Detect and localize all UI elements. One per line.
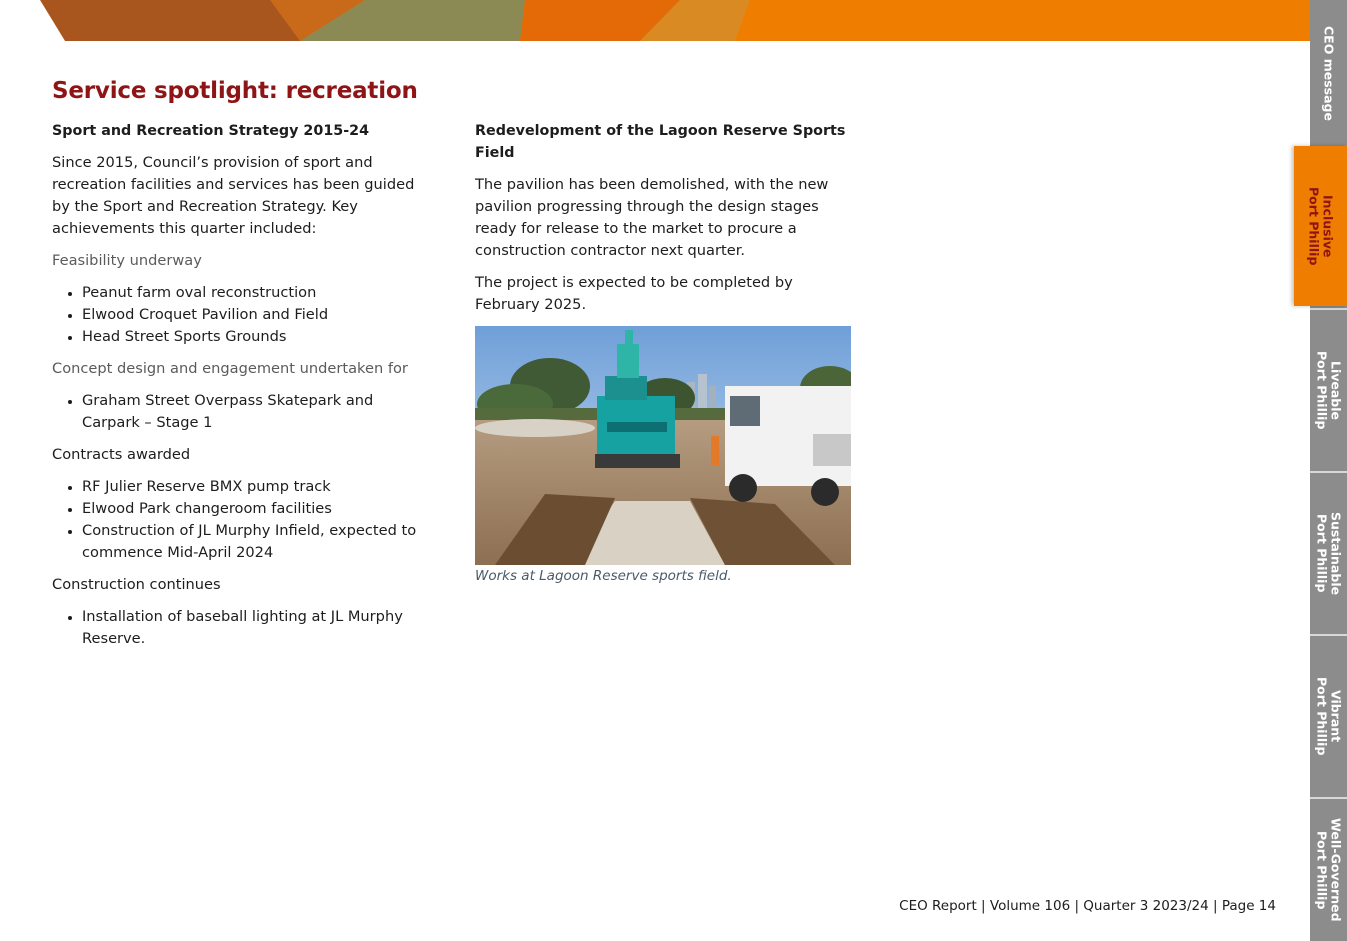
section-heading: Sport and Recreation Strategy 2015-24 bbox=[52, 123, 370, 139]
list-item: • Elwood Park changeroom facilities bbox=[82, 498, 432, 520]
group-label: Construction continues bbox=[52, 576, 221, 593]
tab-label-group bbox=[1315, 818, 1343, 922]
header-banner bbox=[0, 0, 1311, 41]
list-item: • Installation of baseball lighting at JL Murphy Reserve. bbox=[82, 606, 432, 650]
construction-photo bbox=[475, 326, 851, 565]
list-item: • Graham Street Overpass Skatepark and Carpark – Stage 1 bbox=[82, 390, 432, 434]
tab-label-line2: Port Phillip bbox=[1314, 514, 1330, 593]
tab-label-line1: Inclusive bbox=[1320, 194, 1336, 258]
group-label: Concept design and engagement undertaken for bbox=[52, 360, 408, 377]
tab-ceo-message[interactable] bbox=[1310, 0, 1347, 146]
group-label: Feasibility underway bbox=[52, 252, 202, 269]
tab-sustainable-port-phillip[interactable] bbox=[1310, 471, 1347, 634]
list-item: • Elwood Croquet Pavilion and Field bbox=[82, 304, 432, 326]
tab-label-group bbox=[1315, 512, 1343, 595]
tab-label-line2: Port Phillip bbox=[1314, 830, 1330, 910]
tab-label-line1: Sustainable bbox=[1328, 511, 1344, 596]
list-item: • RF Julier Reserve BMX pump track bbox=[82, 476, 432, 498]
bullet-list bbox=[52, 606, 432, 650]
paragraph: The project is expected to be completed by February 2025. bbox=[475, 274, 793, 313]
paragraph: The pavilion has been demolished, with the new pavilion progressing through the design stages ready for release to the market to procure a construction contractor next quarter. bbox=[475, 176, 829, 259]
photo-caption: Works at Lagoon Reserve sports field. bbox=[475, 568, 732, 584]
tab-label-group bbox=[1315, 351, 1343, 429]
tab-liveable-port-phillip[interactable] bbox=[1310, 308, 1347, 471]
banner-pattern bbox=[0, 0, 1311, 41]
tab-label-group bbox=[1315, 677, 1343, 755]
list-item: • Head Street Sports Grounds bbox=[82, 326, 432, 348]
tab-label-line2: Port Phillip bbox=[1314, 677, 1330, 756]
tab-inclusive-port-phillip[interactable] bbox=[1294, 146, 1347, 306]
left-column bbox=[52, 120, 432, 660]
right-column bbox=[475, 120, 851, 597]
intro-paragraph: Since 2015, Council’s provision of sport and recreation facilities and services has been guided by the Sport and Recreation Strategy. Key achievements this quarter included: bbox=[52, 154, 415, 237]
tab-label-line2: Port Phillip bbox=[1314, 351, 1330, 430]
tab-label-line1: Vibrant bbox=[1328, 690, 1344, 743]
tab-label-line2: Port Phillip bbox=[1306, 186, 1322, 266]
group-label: Contracts awarded bbox=[52, 446, 191, 463]
list-item: • Peanut farm oval reconstruction bbox=[82, 282, 432, 304]
tab-label: CEO message bbox=[1321, 25, 1337, 121]
tab-label-line1: Well-Governed bbox=[1328, 818, 1344, 922]
tab-label-group bbox=[1307, 187, 1335, 265]
bullet-list bbox=[52, 476, 432, 564]
page-footer: CEO Report | Volume 106 | Quarter 3 2023/24 | Page 14 bbox=[899, 898, 1276, 914]
bullet-list bbox=[52, 390, 432, 434]
page-title: Service spotlight: recreation bbox=[52, 78, 418, 104]
list-item: • Construction of JL Murphy Infield, expected to commence Mid-April 2024 bbox=[82, 520, 432, 564]
tab-vibrant-port-phillip[interactable] bbox=[1310, 634, 1347, 797]
tab-label-line1: Liveable bbox=[1328, 360, 1344, 420]
tab-well-governed-port-phillip[interactable] bbox=[1310, 797, 1347, 941]
section-heading: Redevelopment of the Lagoon Reserve Sports Field bbox=[475, 123, 846, 161]
bullet-list bbox=[52, 282, 432, 348]
